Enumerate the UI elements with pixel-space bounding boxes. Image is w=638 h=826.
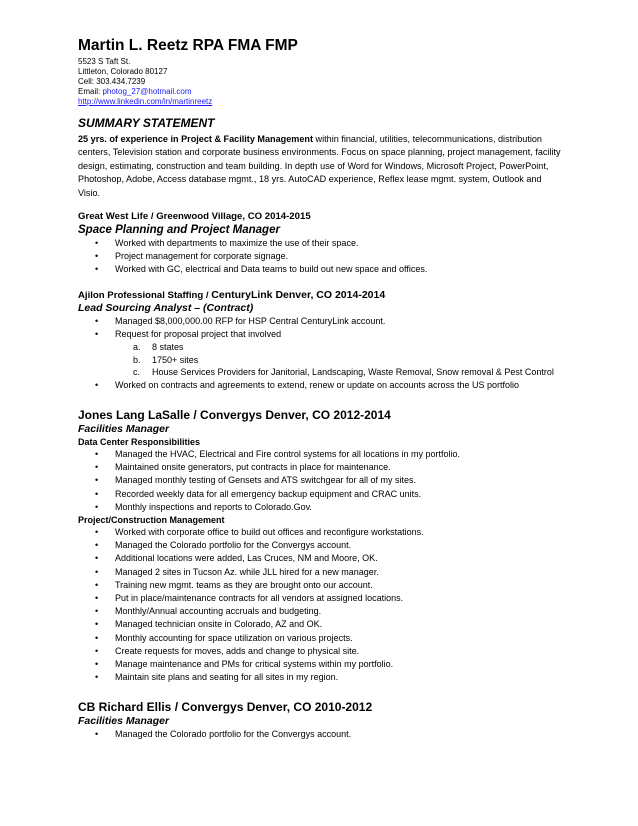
linkedin-link[interactable]: http://www.linkedin.com/in/martinreetz [78,97,213,106]
job-company: Jones Lang LaSalle / Convergys Denver, CO 2012-2014 [78,408,391,423]
job-role: Space Planning and Project Manager [78,224,280,237]
list-item: • Worked on contracts and agreements to extend, renew or update on accounts across the US portfolio [78,379,563,392]
list-item: • Additional locations were added, Las Cruces, NM and Moore, OK. [78,552,563,565]
list-item: • Managed technician onsite in Colorado, AZ and OK. [78,618,563,631]
job-company-staffing: Ajilon Professional Staffing / [78,289,212,301]
list-item: • Monthly inspections and reports to Colorado.Gov. [78,501,563,514]
list-item: • Put in place/maintenance contracts for all vendors at assigned locations. [78,592,563,605]
list-item: • Worked with corporate office to build out offices and reconfigure workstations. [78,526,563,539]
job-role: Lead Sourcing Analyst – (Contract) [78,301,254,314]
job-great-west [78,210,563,277]
list-item: • Managed $8,000,000.00 RFP for HSP Central CenturyLink account. [78,315,563,328]
list-item: • Managed 2 sites in Tucson Az. while JLL hired for a new manager. [78,566,563,579]
address-city: Littleton, Colorado 80127 [78,67,168,76]
email-link[interactable]: photog_27@hotmail.com [102,87,192,96]
list-item: • Project management for corporate signage. [78,250,563,263]
email-line [78,87,563,97]
list-item: • Worked with departments to maximize the use of their space. [78,237,563,250]
job-bullets [78,448,563,514]
list-item: • Maintain site plans and seating for all sites in my region. [78,671,563,684]
sub-list-item [78,354,563,367]
resume-content [78,37,563,742]
sub-list [78,341,563,379]
address-street: 5523 S Taft St. [78,57,131,66]
resume-name: Martin L. Reetz RPA FMA FMP [78,37,298,54]
job-jll [78,408,563,684]
list-item: • Create requests for moves, adds and change to physical site. [78,645,563,658]
list-item: • Recorded weekly data for all emergency backup equipment and CRAC units. [78,488,563,501]
list-item: • Managed the Colorado portfolio for the Convergys account. [78,728,563,741]
sub-list-text: 8 states [152,342,184,353]
job-bullets [78,237,563,277]
sub-list-text: 1750+ sites [152,354,199,365]
section-subhead: Project/Construction Management [78,515,225,526]
list-item: • Manage maintenance and PMs for critical systems within my portfolio. [78,658,563,671]
summary-lead: 25 yrs. of experience in Project & Facility Management [78,134,314,144]
sub-list-marker: b. [133,354,141,365]
job-company: Great West Life / Greenwood Village, CO 2014-2015 [78,211,311,223]
list-item: • Managed the Colorado portfolio for the Convergys account. [78,539,563,552]
job-bullets [78,379,563,392]
sub-list-item [78,341,563,354]
job-company [78,289,563,302]
job-company-client: CenturyLink Denver, CO 2014-2014 [211,288,386,301]
summary-body: within financial, utilities, telecommunications, distribution centers, Television station and corporate business environments. Focus on space planning, project management, facility design, estimating, construction and team building. In depth use of Word for Windows, Microsoft Project, PowerPoint, Photoshop, Adobe, Access database mgmt., 18 yrs. AutoCAD experience, Reflex lease mgmt. system, Outlook and Visio. [78,134,561,198]
job-bullets [78,526,563,684]
list-item: • Maintained onsite generators, put contracts in place for maintenance. [78,461,563,474]
section-subhead: Data Center Responsibilities [78,437,201,448]
job-company: CB Richard Ellis / Convergys Denver, CO 2010-2012 [78,700,373,715]
cell-phone: Cell: 303.434.7239 [78,77,146,86]
list-item: • Request for proposal project that involved [78,328,563,341]
list-item: • Managed the HVAC, Electrical and Fire control systems for all locations in my portfolio. [78,448,563,461]
job-bullets [78,728,563,741]
job-role: Facilities Manager [78,423,170,436]
sub-list-item [78,366,563,379]
sub-list-marker: c. [133,367,141,378]
list-item: • Monthly/Annual accounting accruals and budgeting. [78,605,563,618]
job-ajilon [78,289,563,392]
list-item: • Managed monthly testing of Gensets and ATS switchgear for all of my sites. [78,474,563,487]
list-item: • Monthly accounting for space utilization on various projects. [78,632,563,645]
summary-title: SUMMARY STATEMENT [78,116,215,130]
summary-text [78,133,563,200]
job-bullets [78,315,563,341]
sub-list-marker: a. [133,342,141,353]
job-role: Facilities Manager [78,715,170,728]
job-cbre [78,700,563,741]
list-item: • Training new mgmt. teams as they are brought onto our account. [78,579,563,592]
contact-block [78,57,563,107]
sub-list-text: House Services Providers for Janitorial, Landscaping, Waste Removal, Snow removal & Pest Control [152,367,554,378]
list-item: • Worked with GC, electrical and Data teams to build out new space and offices. [78,263,563,276]
email-label: Email: [78,87,103,96]
